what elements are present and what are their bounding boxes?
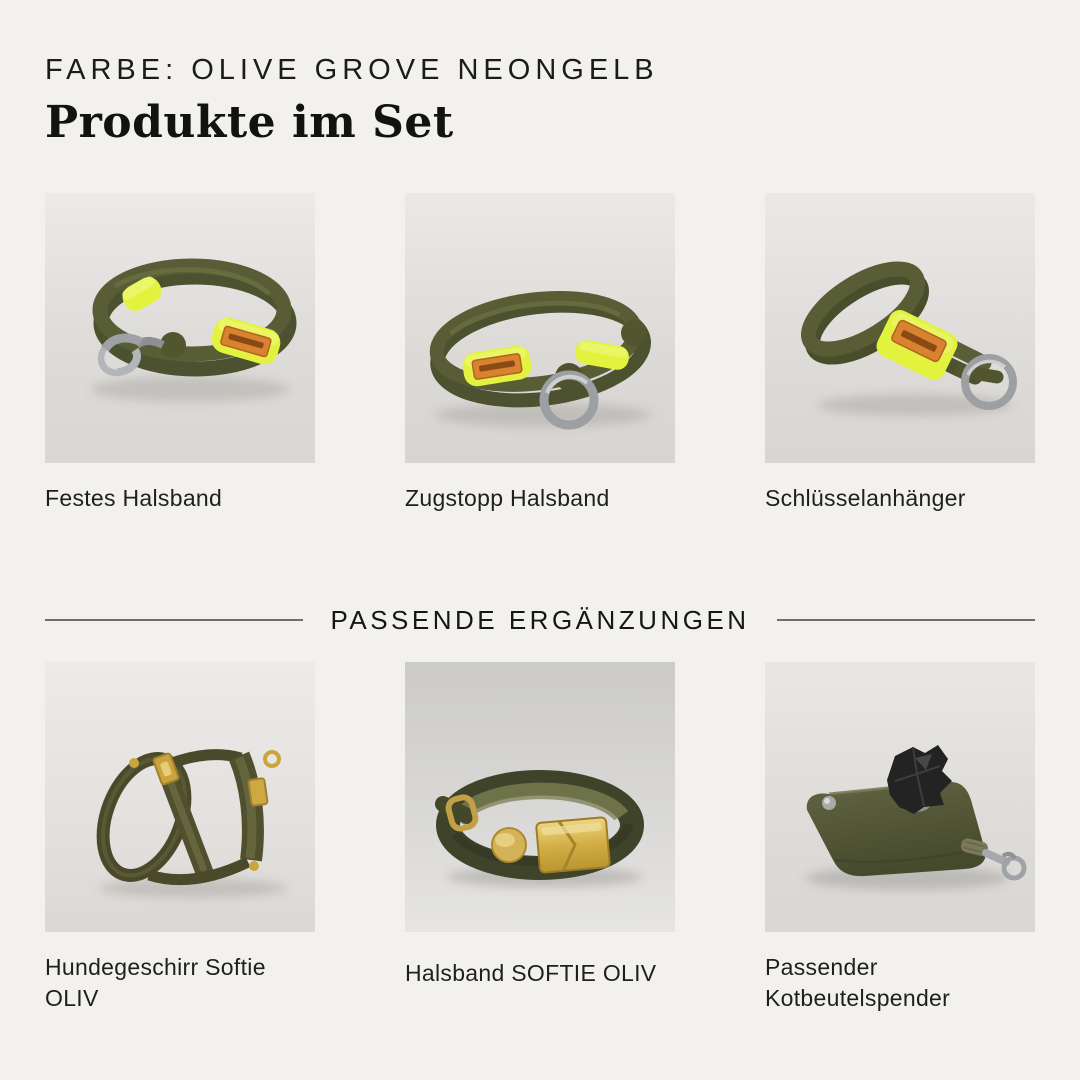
divider-line-left [45, 619, 303, 621]
padded-collar-illustration [405, 662, 675, 932]
halsband-softie-photo [405, 662, 675, 932]
product-card-halsband-softie[interactable] [405, 662, 675, 1037]
page-title: Produkte im Set [45, 97, 454, 148]
divider-label: PASSENDE ERGÄNZUNGEN [330, 604, 750, 635]
product-name: Passender Kotbeutelspender [765, 954, 951, 1011]
rope-keychain-illustration [765, 193, 1035, 463]
zugstopp-halsband-photo [405, 193, 675, 463]
product-name: Schlüsselanhänger [765, 485, 966, 511]
product-card-zugstopp-halsband[interactable] [405, 193, 675, 537]
section-divider [45, 603, 1035, 637]
addon-products-grid [45, 662, 1035, 1037]
product-set-panel [45, 0, 1035, 1037]
product-card-schluesselanhaenger[interactable] [765, 193, 1035, 537]
product-name: Zugstopp Halsband [405, 485, 610, 511]
product-name: Hundegeschirr Softie OLIV [45, 954, 266, 1011]
product-card-kotbeutelspender[interactable] [765, 662, 1035, 1037]
festes-halsband-photo [45, 193, 315, 463]
product-name: Halsband SOFTIE OLIV [405, 960, 657, 986]
product-card-hundegeschirr[interactable] [45, 662, 315, 1037]
product-name: Festes Halsband [45, 485, 223, 511]
rope-collar-illustration [45, 193, 315, 463]
slip-collar-illustration [405, 193, 675, 463]
schluesselanhaenger-photo [765, 193, 1035, 463]
set-products-grid [45, 193, 1035, 537]
hundegeschirr-photo [45, 662, 315, 932]
poop-bag-dispenser-illustration [765, 662, 1035, 932]
divider-line-right [777, 619, 1035, 621]
dog-harness-illustration [45, 662, 315, 932]
kotbeutelspender-photo [765, 662, 1035, 932]
color-variant-eyebrow: FARBE: OLIVE GROVE NEONGELB [45, 54, 659, 86]
product-card-festes-halsband[interactable] [45, 193, 315, 537]
